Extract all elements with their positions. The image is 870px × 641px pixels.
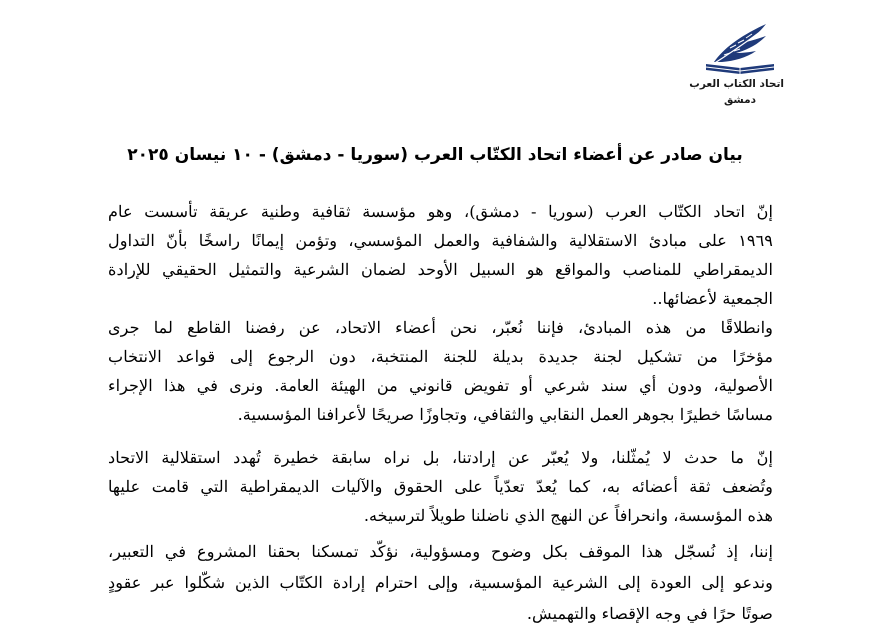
paragraph-line: وانطلاقًا من هذه المبادئ، فإننا نُعبّر، نحن أعضاء الاتحاد، عن رفضنا القاطع لما جرى [108,318,773,337]
paragraph-line: إننا، إذ نُسجّل هذا الموقف بكل وضوح ومسؤولية، نؤكّد تمسكنا بحقنا المشروع في التعبير، [108,542,773,561]
logo-name-line-2: دمشق [723,94,757,106]
paragraph-line: إنّ اتحاد الكتّاب العرب (سوريا - دمشق)، وهو مؤسسة ثقافية وطنية عريقة تأسست عام [108,202,773,221]
paragraph-line: وتُضعف ثقة أعضائه به، كما يُعدّ تعدّياً على الحقوق والآليات الديمقراطية التي قامت عليها [108,477,773,496]
paragraph-line: الديمقراطي للمناصب والمواقع هو السبيل الأوحد لضمان الشرعية والتمثيل الحقيقي للإرادة [108,260,773,279]
paragraph-line: مساسًا خطيرًا بجوهر العمل النقابي والثقافي، وتجاوزًا صريحًا لأعرافنا المؤسسية. [237,405,773,424]
paragraph-line: ١٩٦٩ على مبادئ الاستقلالية والشفافية والعمل المؤسسي، وتؤمن إيمانًا راسخًا بأنّ التداول [108,231,773,250]
statement-paragraph-1 [108,197,773,313]
paragraph-line: الجمعية لأعضائها.. [652,289,773,308]
paragraph-line: إنّ ما حدث لا يُمثّلنا، ولا يُعبّر عن إرادتنا، بل نراه سابقة خطيرة تُهدد استقلالية الاتحاد [108,448,773,467]
paragraph-line: الأصولية، ودون أي سند شرعي أو تفويض قانوني من الهيئة العامة. ونرى في هذا الإجراء [108,376,773,395]
logo-name-line-1: اتحاد الكتاب العرب [689,78,784,90]
statement-paragraph-2 [108,313,773,429]
paragraph-line: هذه المؤسسة، وانحرافاً عن النهج الذي ناضلنا طويلاً لترسيخه. [363,506,773,525]
paragraph-line: وندعو إلى العودة إلى الشرعية المؤسسية، وإلى احترام إرادة الكتّاب الذين شكّلوا عبر عقودٍ [108,573,773,592]
paragraph-line: صوتًا حرًا في وجه الإقصاء والتهميش. [526,604,773,623]
statement-title: بيان صادر عن أعضاء اتحاد الكتّاب العرب (سوريا - دمشق) - ١٠ نيسان ٢٠٢٥ [127,145,743,165]
statement-paragraph-4 [108,536,773,629]
paragraph-line: مؤخرًا من تشكيل لجنة جديدة بديلة للجنة المنتخبة، دون الرجوع إلى قواعد الانتخاب [108,347,773,366]
statement-paragraph-3 [108,443,773,530]
quill-on-book-icon [696,18,784,78]
union-logo [689,18,784,110]
